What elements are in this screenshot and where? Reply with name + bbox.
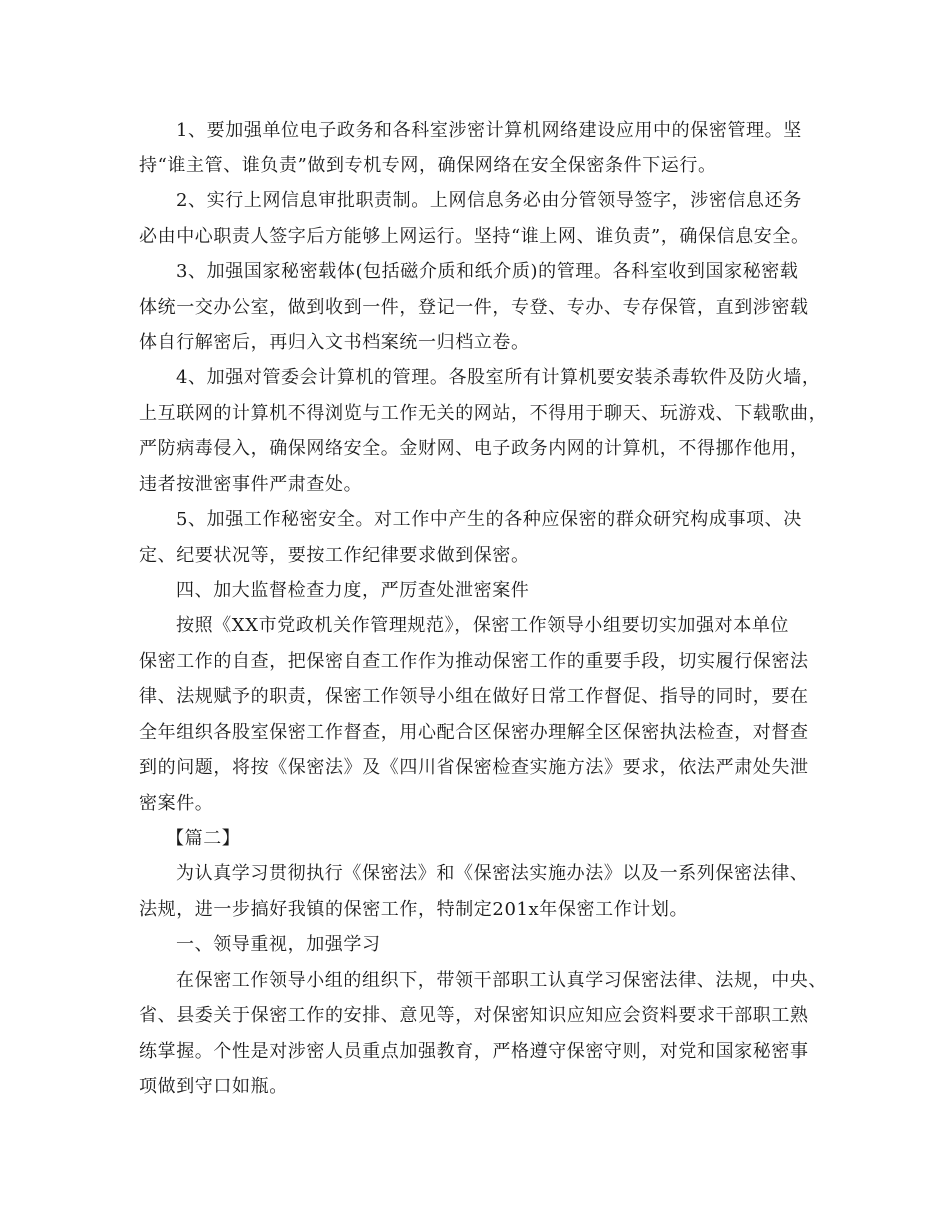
text-line: 全年组织各股室保密工作督查，用心配合区保密办理解全区保密执法检查，对督查 — [139, 722, 809, 743]
text-line: 练掌握。个性是对涉密人员重点加强教育，严格遵守保密守则，对党和国家秘密事 — [139, 1041, 809, 1062]
section-heading: 四、加大监督检查力度，严厉查处泄密案件 — [176, 580, 530, 601]
text-line: 律、法规赋予的职责，保密工作领导小组在做好日常工作督促、指导的同时，要在 — [139, 686, 809, 707]
text-line: 到的问题，将按《保密法》及《四川省保密检查实施方法》要求，依法严肃处失泄 — [139, 757, 809, 778]
text-line: 上互联网的计算机不得浏览与工作无关的网站，不得用于聊天、玩游戏、下载歌曲， — [139, 403, 828, 424]
text-line: 在保密工作领导小组的组织下，带领干部职工认真学习保密法律、法规，中央、 — [176, 970, 827, 991]
text-line: 为认真学习贯彻执行《保密法》和《保密法实施办法》以及一系列保密法律、 — [176, 863, 809, 884]
text-line: 保密工作的自查，把保密自查工作作为推动保密工作的重要手段，切实履行保密法 — [139, 651, 809, 672]
text-line: 必由中心职责人签字后方能够上网运行。坚持“谁上网、谁负责”，确保信息安全。 — [139, 226, 810, 247]
text-line: 2、实行上网信息审批职责制。上网信息务必由分管领导签字，涉密信息还务 — [176, 190, 802, 211]
text-line: 1、要加强单位电子政务和各科室涉密计算机网络建设应用中的保密管理。坚 — [176, 120, 802, 141]
text-line: 体自行解密后，再归入文书档案统一归档立卷。 — [139, 332, 530, 353]
text-line: 省、县委关于保密工作的安排、意见等，对保密知识应知应会资料要求干部职工熟 — [139, 1005, 809, 1026]
text-line: 法规，进一步搞好我镇的保密工作，特制定201x年保密工作计划。 — [139, 899, 689, 920]
text-line: 按照《XX市党政机关作管理规范》，保密工作领导小组要切实加强对本单位 — [176, 615, 790, 636]
text-line: 体统一交办公室，做到收到一件，登记一件，专登、专办、专存保管，直到涉密载 — [139, 297, 809, 318]
section-heading: 一、领导重视，加强学习 — [176, 934, 381, 955]
text-line: 持“谁主管、谁负责”做到专机专网，确保网络在安全保密条件下运行。 — [139, 155, 717, 176]
text-line: 定、纪要状况等，要按工作纪律要求做到保密。 — [139, 545, 530, 566]
text-line: 3、加强国家秘密载体(包括磁介质和纸介质)的管理。各科室收到国家秘密载 — [176, 261, 799, 282]
part-heading: 【篇二】 — [166, 828, 241, 849]
text-line: 5、加强工作秘密安全。对工作中产生的各种应保密的群众研究构成事项、决 — [176, 509, 802, 530]
text-line: 4、加强对管委会计算机的管理。各股室所有计算机要安装杀毒软件及防火墙， — [176, 367, 821, 388]
text-line: 严防病毒侵入，确保网络安全。金财网、电子政务内网的计算机，不得挪作他用， — [139, 438, 809, 459]
text-line: 密案件。 — [139, 793, 214, 814]
text-line: 项做到守口如瓶。 — [139, 1076, 288, 1097]
text-line: 违者按泄密事件严肃查处。 — [139, 474, 363, 495]
